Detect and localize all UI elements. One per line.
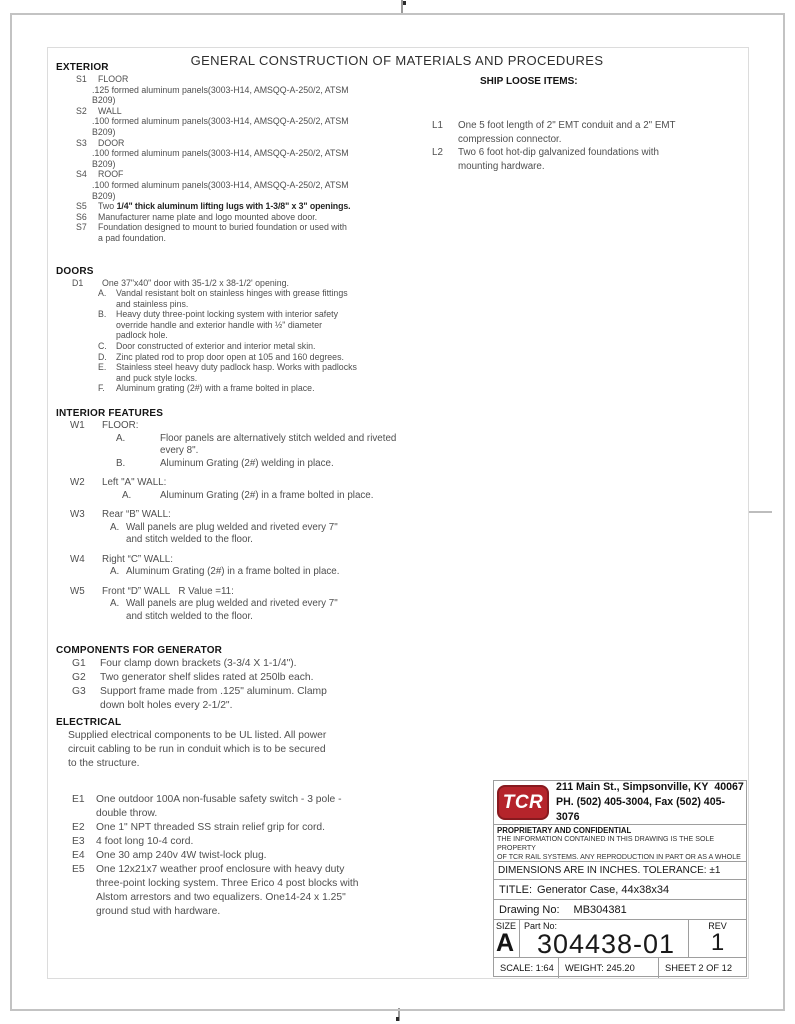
item-text-normal: Two <box>98 201 117 212</box>
sub-text: Stainless steel heavy duty padlock hasp. Works with padlocks and puck style locks. <box>116 362 357 383</box>
door-sub-a <box>98 288 422 309</box>
dimensions-note: DIMENSIONS ARE IN INCHES. TOLERANCE: ±1 <box>494 862 746 880</box>
item-code: G1 <box>72 658 86 670</box>
item-code: E3 <box>72 836 85 848</box>
sub-code: D. <box>98 351 107 362</box>
proprietary-body: THE INFORMATION CONTAINED IN THIS DRAWING IS THE SOLE PROPERTY OF TCR RAIL SYSTEMS. ANY REPRODUCTION IN PART OR AS A WHOLE <box>497 835 741 861</box>
item-code: G3 <box>72 686 86 698</box>
section-header-components: COMPONENTS FOR GENERATOR <box>56 645 223 657</box>
item-code: E5 <box>72 864 85 876</box>
item-code: W3 <box>70 509 85 521</box>
sub-text: Zinc plated rod to prop door open at 105 and 160 degrees. <box>116 351 344 362</box>
item-subtext: .100 formed aluminum panels(3003-H14, AMSQQ-A-250/2, ATSM B209) <box>92 148 349 169</box>
item-text: FLOOR <box>98 74 129 84</box>
ship-loose-column <box>428 76 730 173</box>
item-text: Four clamp down brackets (3-3/4 X 1-1/4"). <box>100 658 297 670</box>
item-code: E1 <box>72 794 85 806</box>
item-text: One 30 amp 240v 4W twist-lock plug. <box>96 850 267 862</box>
item-code: E2 <box>72 822 85 834</box>
wall-label: Front “D” WALL R Value =11: <box>102 585 234 597</box>
spec-item-s1 <box>76 74 422 85</box>
wall-sub <box>122 490 422 503</box>
title-label: TITLE: <box>499 883 533 896</box>
sub-code: A. <box>98 288 107 299</box>
section-header-doors: DOORS <box>56 265 94 277</box>
door-sub-b <box>98 309 422 341</box>
sub-text: Wall panels are plug welded and riveted every 7" and stitch welded to the floor. <box>126 598 338 622</box>
scale-weight-sheet-row <box>494 958 746 978</box>
door-sub-f <box>98 383 422 394</box>
item-text: DOOR <box>98 137 125 148</box>
item-text-bold: 1/4" thick aluminum lifting lugs with 1-3/8" x 3" openings. <box>116 201 351 212</box>
spec-item-s2 <box>76 106 422 117</box>
section-electrical <box>56 717 422 919</box>
spec-item-s6 <box>76 212 422 223</box>
tcr-logo-text: TCR <box>502 791 544 813</box>
tcr-logo <box>497 785 549 820</box>
item-text: Manufacturer name plate and logo mounted above door. <box>98 211 318 222</box>
registration-dot-bottom <box>396 1017 399 1021</box>
sub-code: A. <box>110 598 120 610</box>
part-no-label: Part No: <box>524 921 558 931</box>
item-code: S5 <box>76 201 87 212</box>
spec-item-d1 <box>72 278 422 289</box>
item-code: W2 <box>70 477 85 489</box>
spec-item-e5 <box>72 863 422 919</box>
item-text: Two generator shelf slides rated at 250lb each. <box>100 672 314 684</box>
item-code: G2 <box>72 672 86 684</box>
sub-code: B. <box>98 309 107 320</box>
item-subtext: .100 formed aluminum panels(3003-H14, AMSQQ-A-250/2, ATSM B209) <box>92 179 349 201</box>
electrical-intro: Supplied electrical components to be UL listed. All power circuit cabling to be run in conduit which is to be secured to the structure. <box>68 730 327 770</box>
address-line-2: PH. (502) 405-3004, Fax (502) 405-3076 <box>556 796 726 823</box>
sub-text: Heavy duty three-point locking system with interior safety override handle and exterior handle with ½" diameter padlock hole. <box>116 309 338 341</box>
sub-code: B. <box>116 457 126 469</box>
door-sub-e <box>98 362 422 383</box>
spec-item-e4 <box>72 849 422 863</box>
rev-label: REV <box>708 921 727 931</box>
item-code: S4 <box>76 169 87 180</box>
sub-text: Aluminum Grating (2#) in a frame bolted in place. <box>126 566 340 578</box>
sub-code: E. <box>98 362 107 373</box>
proprietary-notice <box>494 825 746 862</box>
item-text: One 12x21x7 weather proof enclosure with heavy duty three-point locking system. Three Erico 4 post blocks with Alstom arrestors and two equalizers. One14-24 x 1.25" ground stud with hardware. <box>96 864 359 918</box>
drawing-number-row <box>494 900 746 920</box>
electrical-items <box>56 793 422 919</box>
wall-label-row <box>70 420 422 433</box>
spec-left-column <box>56 62 422 919</box>
sub-code: C. <box>98 341 107 352</box>
wall-label: Right “C” WALL: <box>102 553 173 565</box>
item-code: S6 <box>76 211 87 222</box>
wall-sub <box>110 566 422 579</box>
rev-value: 1 <box>710 929 725 956</box>
spec-item-s3 <box>76 138 422 149</box>
sub-text: Aluminum Grating (2#) welding in place. <box>160 457 334 469</box>
section-header-exterior: EXTERIOR <box>56 62 109 73</box>
size-value: A <box>496 929 515 957</box>
sub-text: Aluminum Grating (2#) in a frame bolted in place. <box>160 489 374 501</box>
spec-item-e2 <box>72 821 422 835</box>
section-header-ship-loose: SHIP LOOSE ITEMS: <box>480 76 578 87</box>
item-code: S3 <box>76 137 87 148</box>
sub-code: F. <box>98 383 105 394</box>
page-title: GENERAL CONSTRUCTION OF MATERIALS AND PROCEDURES <box>190 53 604 68</box>
wall-label-row <box>70 509 422 522</box>
item-text: 4 foot long 10-4 cord. <box>96 836 194 848</box>
wall-label: Left "A" WALL: <box>102 477 167 489</box>
item-text: ROOF <box>98 169 124 180</box>
item-text: One 37"x40" door with 35-1/2 x 38-1/2' opening. <box>102 277 289 288</box>
item-code: L2 <box>432 147 443 158</box>
wall-label: FLOOR: <box>102 420 139 432</box>
title-block-company-row <box>494 781 746 825</box>
item-text: Support frame made from .125" aluminum. Clamp down bolt holes every 2-1/2". <box>100 686 327 712</box>
item-text: Two 6 foot hot-dip galvanized foundations with mounting hardware. <box>458 147 659 172</box>
title-value: Generator Case, 44x38x34 <box>537 883 670 896</box>
item-code: D1 <box>72 277 84 288</box>
spec-item-l1 <box>432 119 730 146</box>
spec-item-e1 <box>72 793 422 821</box>
size-label: SIZE <box>496 921 517 931</box>
wall-label-row <box>70 586 422 599</box>
spec-item-s5 <box>76 201 422 212</box>
spec-item-e3 <box>72 835 422 849</box>
wall-w4 <box>56 554 422 579</box>
sub-text: Vandal resistant bolt on stainless hinges with grease fittings and stainless pins. <box>116 288 348 309</box>
spec-item-l2 <box>432 146 730 173</box>
section-header-interior: INTERIOR FEATURES <box>56 408 164 420</box>
registration-dot-top <box>403 1 406 5</box>
spec-item-g1 <box>72 657 422 671</box>
drawing-no-value: MB304381 <box>573 903 627 916</box>
sheet-cell: SHEET 2 OF 12 <box>665 963 732 973</box>
wall-w1 <box>56 420 422 470</box>
proprietary-header: PROPRIETARY AND CONFIDENTIAL <box>497 826 632 835</box>
sub-code: A. <box>122 489 132 501</box>
drawing-title-row <box>494 880 746 900</box>
drawing-no-label: Drawing No: <box>499 903 560 916</box>
section-header-electrical: ELECTRICAL <box>56 717 122 729</box>
item-code: S7 <box>76 222 87 233</box>
wall-sub <box>116 458 422 471</box>
sub-text: Door constructed of exterior and interior metal skin. <box>116 341 316 352</box>
item-code: S1 <box>76 74 87 84</box>
part-no-value: 304438-01 <box>536 929 676 958</box>
section-components <box>56 645 422 713</box>
sub-code: A. <box>110 566 120 578</box>
door-sub-c <box>98 341 422 352</box>
wall-w5 <box>56 586 422 624</box>
spec-item-s4 <box>76 169 422 180</box>
wall-sub <box>116 433 422 458</box>
item-code: S2 <box>76 105 87 116</box>
rev-cell <box>689 920 746 957</box>
sub-text: Wall panels are plug welded and riveted every 7" and stitch welded to the floor. <box>126 521 338 546</box>
door-sub-d <box>98 352 422 363</box>
wall-w3 <box>56 509 422 547</box>
wall-label-row <box>70 477 422 490</box>
title-block <box>493 780 747 977</box>
sub-code: A. <box>110 521 120 533</box>
section-doors <box>56 266 422 395</box>
item-text: WALL <box>98 105 122 116</box>
sub-text: Aluminum grating (2#) with a frame bolted in place. <box>116 383 315 394</box>
item-code: W1 <box>70 420 85 432</box>
item-code: E4 <box>72 850 85 862</box>
ship-loose-items <box>428 119 730 173</box>
wall-sub <box>110 598 422 623</box>
wall-sub <box>110 522 422 547</box>
scale-cell: SCALE: 1:64 <box>494 958 559 978</box>
address-line-1: 211 Main St., Simpsonville, KY 40067 <box>556 781 744 793</box>
part-no-cell <box>520 920 689 957</box>
item-subtext: .100 formed aluminum panels(3003-H14, AMSQQ-A-250/2, ATSM B209) <box>92 116 349 137</box>
wall-label-row <box>70 554 422 567</box>
wall-w2 <box>56 477 422 502</box>
item-text: One outdoor 100A non-fusable safety switch - 3 pole - double throw. <box>96 794 342 820</box>
spec-item-g3 <box>72 685 422 713</box>
company-address <box>556 781 746 825</box>
item-code: W5 <box>70 585 85 597</box>
item-code: L1 <box>432 120 443 131</box>
sub-text: Floor panels are alternatively stitch welded and riveted every 8". <box>160 432 397 457</box>
item-code: W4 <box>70 553 85 565</box>
spec-item-s7 <box>76 222 422 243</box>
sub-code: A. <box>116 432 126 444</box>
size-cell <box>494 920 520 957</box>
item-text: One 1" NPT threaded SS strain relief grip for cord. <box>96 822 325 834</box>
weight-cell: WEIGHT: 245.20 <box>559 958 659 978</box>
section-exterior <box>56 62 422 244</box>
item-text: Foundation designed to mount to buried foundation or used with a pad foundation. <box>98 222 347 243</box>
item-text <box>98 201 422 212</box>
size-part-rev-row <box>494 920 746 958</box>
item-text: One 5 foot length of 2" EMT conduit and a 2" EMT compression connector. <box>458 120 676 145</box>
spec-item-g2 <box>72 671 422 685</box>
section-interior-features <box>56 408 422 623</box>
wall-label: Rear “B” WALL: <box>102 509 171 521</box>
item-subtext: .125 formed aluminum panels(3003-H14, AMSQQ-A-250/2, ATSM B209) <box>92 84 349 106</box>
